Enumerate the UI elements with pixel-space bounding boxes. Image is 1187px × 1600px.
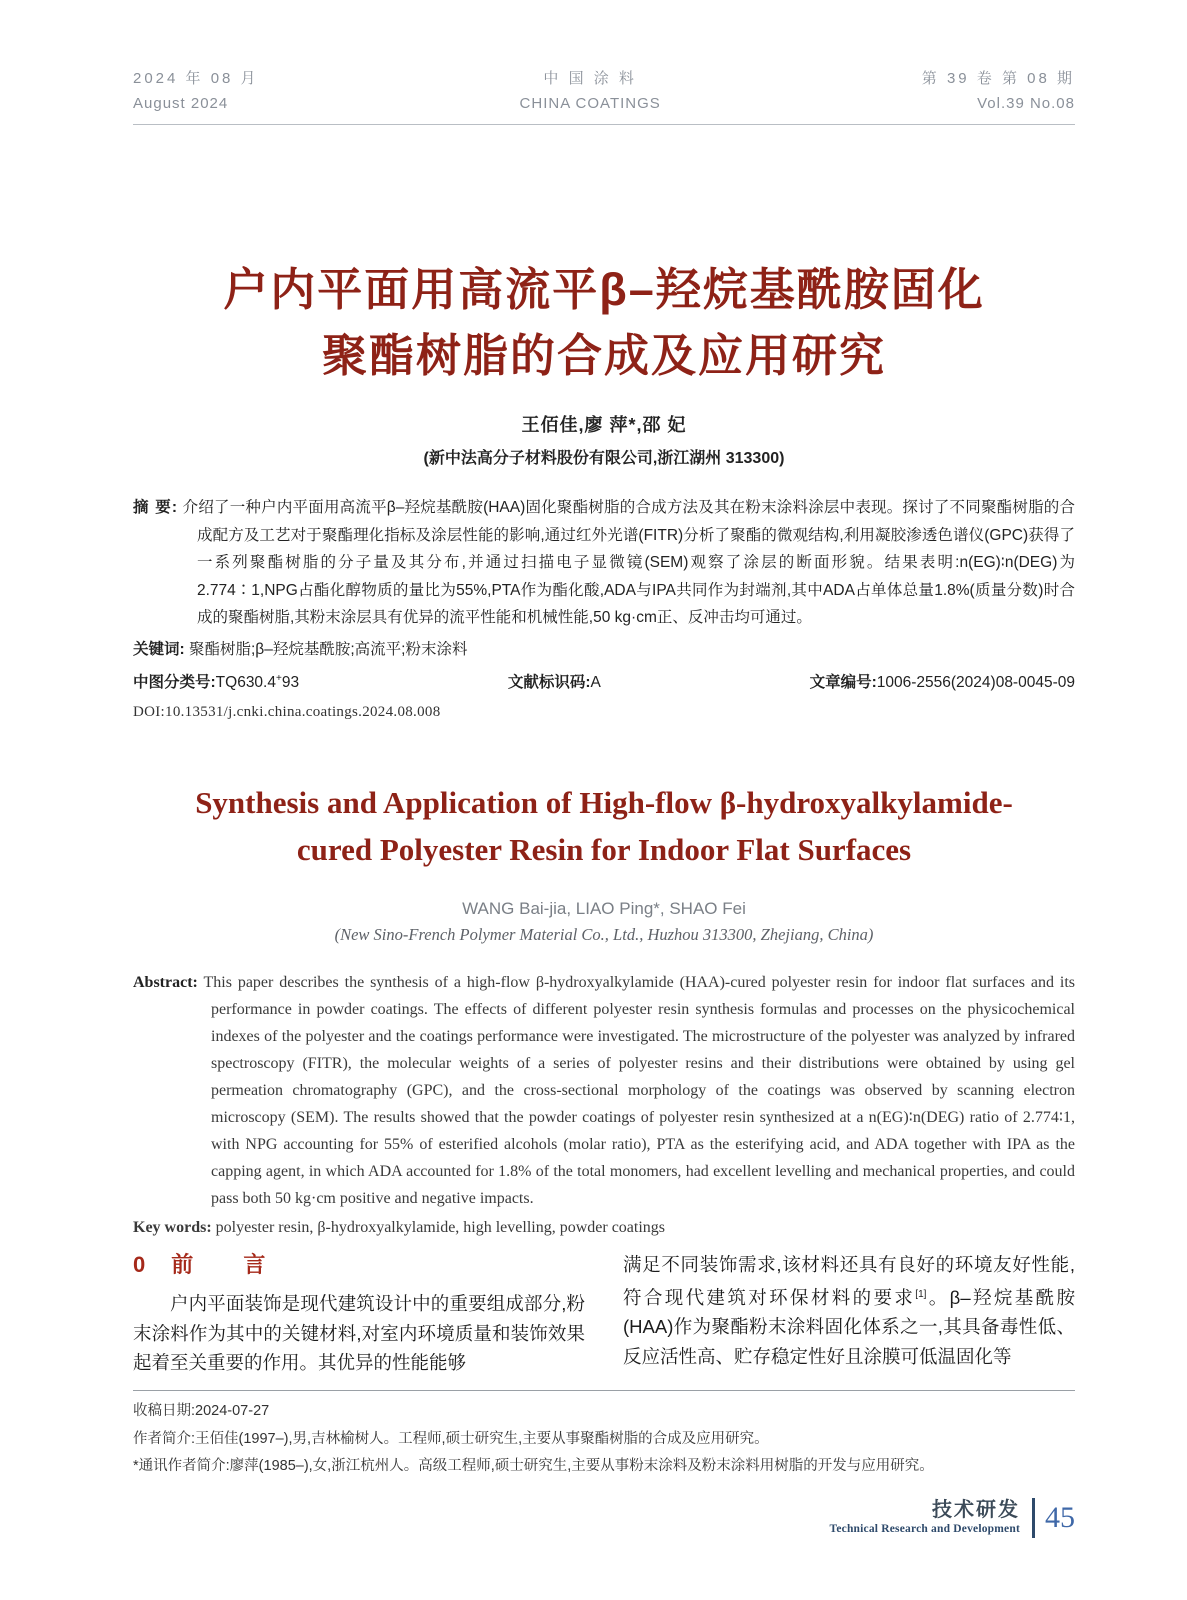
abstract-cn-label: 摘 要: (133, 499, 179, 516)
footnotes (133, 1390, 1075, 1481)
paper-title-cn-line2: 聚酯树脂的合成及应用研究 (321, 330, 886, 381)
section-heading-0 (133, 1248, 585, 1279)
abstract-en-text: This paper describes the synthesis of a high-flow β-hydroxyalkylamide (HAA)-cured polyester resin for indoor flat surfaces and its performance in powder coatings. The effects of different polyester resin synthesis formulas and processes on the physicochemical indexes of the polyester and the coatings performance were investigated. The microstructure of the polyester was analyzed by infrared spectroscopy (FITR), the molecular weights of a series of polyester resins and their distributions were obtained by using gel permeation chromatography (GPC), and the cross-sectional morphology of the coatings was observed by scanning electron microscopy (SEM). The results showed that the powder coatings of polyester resin synthesized at a n(EG)∶n(DEG) ratio of 2.774∶1, with NPG accounting for 55% of esterified alcohols (molar ratio), PTA as the esterifying acid, and ADA together with IPA as the capping agent, in which ADA accounted for 1.8% of the total monomers, had excellent levelling and mechanical properties, and could pass both 50 kg·cm positive and negative impacts. (203, 973, 1076, 1207)
section-number: 0 (133, 1252, 146, 1277)
paper-title-en (133, 779, 1075, 873)
document-code-value: A (590, 673, 601, 691)
footnote-received-date: 收稿日期:2024-07-27 (133, 1403, 270, 1419)
article-id (810, 670, 1075, 692)
body-right-text: 满足不同装饰需求,该材料还具有良好的环境友好性能,符合现代建筑对环保材料的要求 (623, 1254, 1075, 1308)
paper-title-en-line1: Synthesis and Application of High-flow β-hydroxyalkylamide- (195, 784, 1013, 820)
paper-title-cn-line1: 户内平面用高流平β–羟烷基酰胺固化 (223, 264, 985, 315)
doi: DOI:10.13531/j.cnki.china.coatings.2024.08.008 (133, 703, 441, 720)
affiliation-cn: (新中法高分子材料股份有限公司,浙江湖州 313300) (423, 450, 785, 467)
article-id-value: 1006-2556(2024)08-0045-09 (876, 673, 1075, 691)
document-code (508, 670, 601, 692)
meta-row (133, 670, 1075, 692)
header-date-en: August 2024 (133, 95, 229, 112)
body-paragraph-right (623, 1250, 1075, 1371)
clc-superscript: + (275, 672, 282, 684)
clc-number (133, 670, 299, 692)
footer-section-labels (830, 1499, 1020, 1537)
authors-cn: 王佰佳,廖 萍*,邵 妃 (521, 415, 687, 435)
citation-ref-1: [1] (915, 1288, 927, 1300)
keywords-cn-text: 聚酯树脂;β–羟烷基酰胺;高流平;粉末涂料 (188, 640, 468, 658)
paper-title-cn (133, 257, 1075, 389)
header-journal-name (520, 66, 661, 116)
header-date-cn: 2024 年 08 月 (133, 70, 259, 87)
keywords-en-text: polyester resin, β-hydroxyalkylamide, high levelling, powder coatings (215, 1218, 666, 1236)
body-column-left (133, 1248, 585, 1390)
clc-base: TQ630.4 (215, 673, 276, 691)
page-footer (830, 1498, 1075, 1538)
body-column-right (623, 1248, 1075, 1390)
keywords-en (133, 1215, 1075, 1241)
header-date (133, 66, 259, 116)
abstract-cn (133, 494, 1075, 632)
body-paragraph-left: 户内平面装饰是现代建筑设计中的重要组成部分,粉末涂料作为其中的关键材料,对室内环境质量和装饰效果起着至关重要的作用。其优异的性能能够 (133, 1293, 585, 1373)
header-issue (922, 66, 1075, 116)
body-right-text-cont: 。β–羟烷基酰胺(HAA)作为聚酯粉末涂料固化体系之一,其具备毒性低、反应活性高、贮存稳定性好且涂膜可低温固化等 (623, 1286, 1075, 1367)
abstract-en-label: Abstract: (133, 973, 198, 991)
affiliation-en: (New Sino-French Polymer Material Co., Ltd., Huzhou 313300, Zhejiang, China) (334, 924, 874, 944)
journal-name-cn: 中 国 涂 料 (543, 70, 637, 87)
footer-section-name-en: Technical Research and Development (829, 1523, 1020, 1535)
journal-header (133, 0, 1075, 116)
page-content (133, 0, 1075, 1241)
body-columns (133, 1248, 1075, 1390)
authors-en: WANG Bai-jia, LIAO Ping*, SHAO Fei (462, 898, 746, 918)
abstract-cn-text: 介绍了一种户内平面用高流平β–羟烷基酰胺(HAA)固化聚酯树脂的合成方法及其在粉末涂料涂层中表现。探讨了不同聚酯树脂的合成配方及工艺对于聚酯理化指标及涂层性能的影响,通过红外光谱(FITR)分析了聚酯的微观结构,利用凝胶渗透色谱仪(GPC)获得了一系列聚酯树脂的分子量及其分布,并通过扫描电子显微镜(SEM)观察了涂层的断面形貌。结果表明:n(EG)∶n(DEG)为2.774∶1,NPG占酯化醇物质的量比为55%,PTA作为酯化酸,ADA与IPA共同作为封端剂,其中ADA占单体总量1.8%(质量分数)时合成的聚酯树脂,其粉末涂层具有优异的流平性能和机械性能,50 kg·cm正、反冲击均可通过。 (182, 499, 1076, 626)
issue-info-cn: 第 39 卷 第 08 期 (921, 70, 1075, 87)
abstract-en (133, 969, 1075, 1212)
journal-name-en: CHINA COATINGS (519, 95, 661, 112)
keywords-en-label: Key words: (133, 1218, 212, 1236)
document-code-label: 文献标识码: (507, 673, 591, 691)
clc-tail: 93 (281, 673, 300, 691)
keywords-cn-label: 关键词: (133, 640, 185, 658)
footer-divider-bar (1032, 1498, 1035, 1538)
issue-info-en: Vol.39 No.08 (977, 95, 1075, 112)
footer-section-name-cn: 技术研发 (932, 1499, 1020, 1521)
page-number: 45 (1045, 1501, 1075, 1534)
clc-label: 中图分类号: (133, 673, 216, 691)
article-id-label: 文章编号: (809, 673, 877, 691)
footnote-author-bio: 作者简介:王佰佳(1997–),男,吉林榆树人。工程师,硕士研究生,主要从事聚酯树脂的合成及应用研究。 (133, 1430, 769, 1447)
header-rule (133, 124, 1075, 125)
paper-title-en-line2: cured Polyester Resin for Indoor Flat Surfaces (296, 831, 912, 867)
footnote-corresponding-author-bio: *通讯作者简介:廖萍(1985–),女,浙江杭州人。高级工程师,硕士研究生,主要从事粉末涂料及粉末涂料用树脂的开发与应用研究。 (133, 1458, 934, 1474)
section-title: 前 言 (171, 1252, 288, 1277)
keywords-cn (133, 636, 1075, 663)
